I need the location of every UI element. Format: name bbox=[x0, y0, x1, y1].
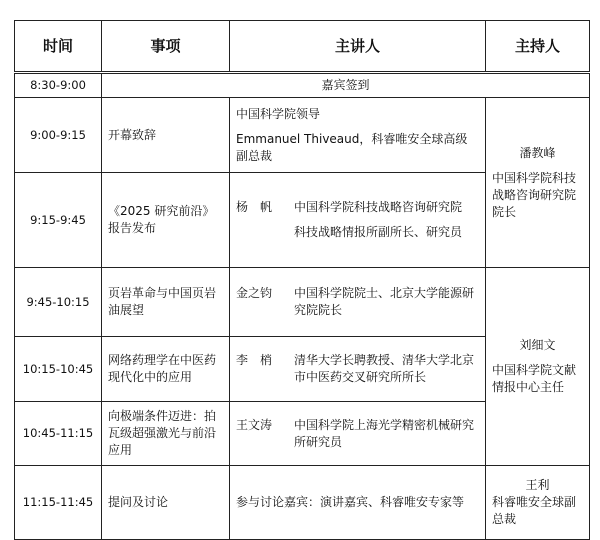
signin-cell: 嘉宾签到 bbox=[102, 73, 590, 98]
time-cell: 9:15-9:45 bbox=[15, 173, 102, 268]
time-cell: 11:15-11:45 bbox=[15, 466, 102, 540]
time-cell: 8:30-9:00 bbox=[15, 73, 102, 98]
speaker-cell bbox=[230, 173, 486, 268]
header-speaker: 主讲人 bbox=[230, 21, 486, 73]
time-cell: 10:45-11:15 bbox=[15, 402, 102, 466]
item-cell: 向极端条件迈进：拍瓦级超强激光与前沿应用 bbox=[102, 402, 230, 466]
speaker-title: 清华大学长聘教授、清华大学北京市中医药交叉研究所所长 bbox=[294, 353, 475, 384]
speaker-cell bbox=[230, 466, 486, 540]
header-item: 事项 bbox=[102, 21, 230, 73]
speaker-line: 参与讨论嘉宾：演讲嘉宾、科睿唯安专家等 bbox=[236, 495, 465, 509]
host-title: 中国科学院科技战略咨询研究院院长 bbox=[492, 170, 577, 219]
time-cell: 9:45-10:15 bbox=[15, 268, 102, 337]
host-name: 王利 bbox=[525, 478, 550, 492]
table-row bbox=[15, 98, 590, 173]
header-time: 时间 bbox=[15, 21, 102, 73]
speaker-name: 杨 帆 bbox=[236, 200, 273, 214]
item-cell: 《2025 研究前沿》报告发布 bbox=[102, 173, 230, 268]
item-cell: 提问及讨论 bbox=[102, 466, 230, 540]
header-host: 主持人 bbox=[486, 21, 590, 73]
speaker-cell bbox=[230, 268, 486, 337]
speaker-title: 科技战略情报所副所长、研究员 bbox=[294, 225, 463, 239]
speaker-name: 金之钧 bbox=[236, 286, 273, 300]
time-cell: 10:15-10:45 bbox=[15, 337, 102, 402]
speaker-name: 李 梢 bbox=[236, 353, 273, 367]
host-cell bbox=[486, 466, 590, 540]
speaker-title: 中国科学院科技战略咨询研究院 bbox=[294, 200, 463, 214]
host-cell bbox=[486, 268, 590, 466]
agenda-table bbox=[14, 20, 590, 540]
table-row bbox=[15, 466, 590, 540]
item-cell: 开幕致辞 bbox=[102, 98, 230, 173]
time-cell: 9:00-9:15 bbox=[15, 98, 102, 173]
host-name: 刘细文 bbox=[519, 338, 556, 352]
item-cell: 页岩革命与中国页岩油展望 bbox=[102, 268, 230, 337]
table-row bbox=[15, 73, 590, 98]
speaker-name: 王文涛 bbox=[236, 417, 273, 432]
host-title: 中国科学院文献情报中心主任 bbox=[492, 363, 577, 394]
speaker-cell bbox=[230, 337, 486, 402]
speaker-cell bbox=[230, 402, 486, 466]
speaker-line: Emmanuel Thiveaud，科睿唯安全球高级副总裁 bbox=[236, 131, 468, 163]
speaker-title: 中国科学院上海光学精密机械研究所研究员 bbox=[294, 417, 475, 449]
table-row bbox=[15, 268, 590, 337]
host-cell bbox=[486, 98, 590, 268]
speaker-line: 中国科学院领导 bbox=[236, 106, 321, 121]
speaker-title: 中国科学院院士、北京大学能源研究院院长 bbox=[294, 286, 475, 317]
speaker-cell bbox=[230, 98, 486, 173]
host-title: 科睿唯安全球副总裁 bbox=[492, 495, 577, 526]
header-row bbox=[15, 21, 590, 73]
host-name: 潘教峰 bbox=[519, 145, 556, 160]
item-cell: 网络药理学在中医药现代化中的应用 bbox=[102, 337, 230, 402]
